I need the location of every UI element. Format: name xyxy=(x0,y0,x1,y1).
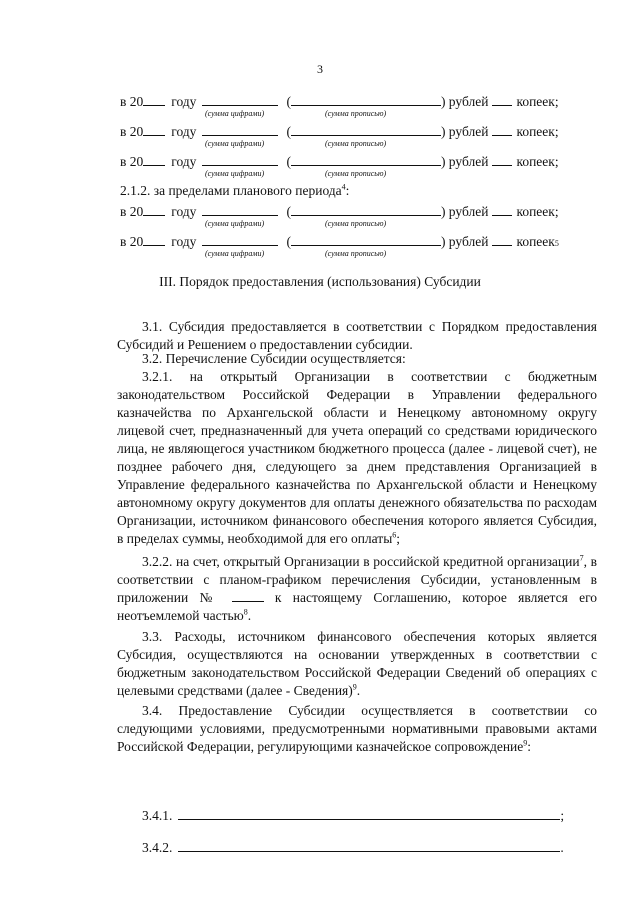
year-row-2: в 20 году ( ) рублей копеек; (сумма цифрами) (сумма прописью) xyxy=(120,124,559,148)
kopeck-blank xyxy=(492,92,512,106)
page-number: 3 xyxy=(317,62,323,76)
year-blank xyxy=(143,122,165,136)
caption-digits: (сумма цифрами) xyxy=(205,109,265,118)
caption-digits: (сумма цифрами) xyxy=(205,169,265,178)
kopeck-blank xyxy=(492,122,512,136)
amount-words-blank xyxy=(291,202,441,216)
year-row-1: в 20 году ( ) рублей копеек; (сумма цифрами) (сумма прописью) xyxy=(120,94,559,118)
section-heading: III. Порядок предоставления (использования) Субсидии xyxy=(159,274,481,289)
paragraph-3-1: 3.1. Субсидия предоставляется в соответствии с Порядком предоставления Субсидий и Решением о предоставлении субсидии. xyxy=(117,319,597,352)
year-blank xyxy=(143,232,165,246)
year-blank xyxy=(143,202,165,216)
year-blank xyxy=(143,92,165,106)
caption-words: (сумма прописью) xyxy=(325,109,387,118)
year-row-3: в 20 году ( ) рублей копеек; (сумма цифрами) (сумма прописью) xyxy=(120,154,559,178)
year-blank xyxy=(143,152,165,166)
caption-digits: (сумма цифрами) xyxy=(205,219,265,228)
amount-words-blank xyxy=(291,122,441,136)
amount-digits-blank xyxy=(202,122,278,136)
year-row-5: в 20 году ( ) рублей копеек 5 (сумма цифрами) (сумма прописью) xyxy=(120,234,559,258)
paragraph-3-2-1: 3.2.1. на открытый Организации в соответствии с бюджетным законодательством Российской Федерации в Управлении федерального казначейства по Архангельской области и Ненецкому автономному округу лицевой счет, предназначенный для учета операций со средствами юридического лица, не являющегося участником бюджетного процесса (далее - лицевой счет), не позднее рабочего дня, следующего за днем представления Организацией в Управление федерального казначейства по Архангельской области и Ненецкому автономному округу документов для оплаты денежного обязательства по расходам Организации, источником финансового обеспечения которого является Субсидия, в пределах суммы, необходимой для его оплаты$^6$; xyxy=(117,369,597,546)
appendix-number-blank xyxy=(232,590,264,602)
caption-words: (сумма прописью) xyxy=(325,169,387,178)
amount-digits-blank xyxy=(202,92,278,106)
paragraph-3-2: 3.2. Перечисление Субсидии осуществляется: xyxy=(142,351,406,366)
caption-words: (сумма прописью) xyxy=(325,249,387,258)
kopeck-blank xyxy=(492,152,512,166)
item-3-4-2: 3.4.2. . xyxy=(142,840,564,855)
amount-words-blank xyxy=(291,92,441,106)
amount-digits-blank xyxy=(202,152,278,166)
caption-words: (сумма прописью) xyxy=(325,219,387,228)
caption-digits: (сумма цифрами) xyxy=(205,249,265,258)
amount-words-blank xyxy=(291,152,441,166)
section-2-1-2: 2.1.2. за пределами планового периода$^4$: xyxy=(120,182,350,198)
caption-words: (сумма прописью) xyxy=(325,139,387,148)
year-row-4: в 20 году ( ) рублей копеек; (сумма цифрами) (сумма прописью) xyxy=(120,204,559,228)
caption-digits: (сумма цифрами) xyxy=(205,139,265,148)
amount-words-blank xyxy=(291,232,441,246)
kopeck-blank xyxy=(492,232,512,246)
item-3-4-1: 3.4.1. ; xyxy=(142,808,565,823)
fill-in-blank xyxy=(178,838,560,852)
amount-digits-blank xyxy=(202,232,278,246)
paragraph-3-4: 3.4. Предоставление Субсидии осуществляется в соответствии со следующими условиями, предусмотренными нормативными правовыми актами Российской Федерации, регулирующими казначейское сопровождение$^9$: xyxy=(117,703,597,754)
amount-digits-blank xyxy=(202,202,278,216)
paragraph-3-2-2: 3.2.2. на счет, открытый Организации в российской кредитной организации$^7$, в соответствии с планом-графиком перечисления Субсидии, установленным в приложении № к настоящему Соглашению, которое является его неотъемлемой частью$^8$. xyxy=(117,553,598,623)
paragraph-3-3: 3.3. Расходы, источником финансового обеспечения которых является Субсидия, осуществляются на основании утвержденных в соответствии с бюджетным законодательством Российской Федерации Сведений об операциях с целевыми средствами (далее - Сведения)$^9$. xyxy=(117,629,597,698)
kopeck-blank xyxy=(492,202,512,216)
fill-in-blank xyxy=(178,806,560,820)
